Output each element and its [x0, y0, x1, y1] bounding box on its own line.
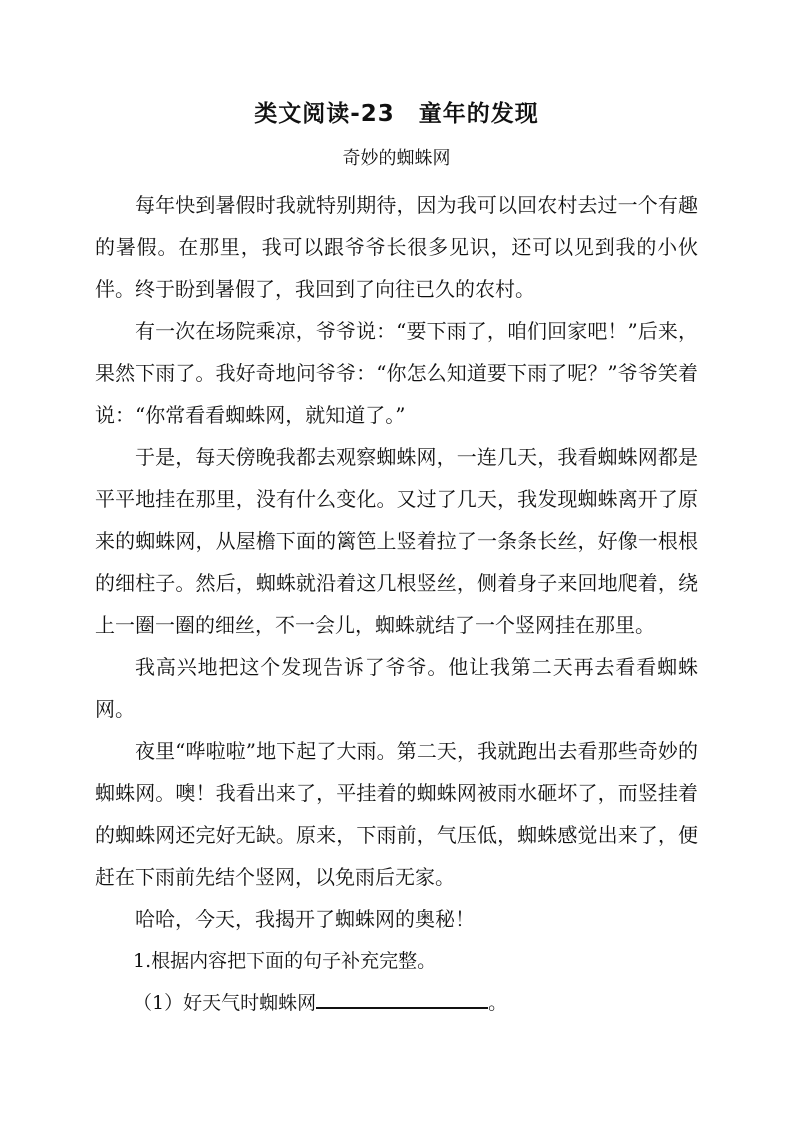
body-paragraph: 哈哈，今天，我揭开了蜘蛛网的奥秘！	[135, 907, 475, 931]
article-title: 奇妙的蜘蛛网	[342, 148, 451, 169]
question-section	[95, 940, 698, 1024]
page-content	[95, 0, 698, 1024]
body-paragraph: 每年快到暑假时我就特别期待，因为我可以回农村去过一个有趣的暑假。在那里，我可以跟爷爷长很多见识，还可以见到我的小伙伴。终于盼到暑假了，我回到了向往已久的农村。	[95, 193, 698, 301]
body-paragraph: 夜里“哗啦啦”地下起了大雨。第二天，我就跑出去看那些奇妙的蜘蛛网。噢！我看出来了，平挂着的蜘蛛网被雨水砸坏了，而竖挂着的蜘蛛网还完好无缺。原来，下雨前，气压低，蜘蛛感觉出来了，便赶在下雨前先结个竖网，以免雨后无家。	[95, 739, 698, 889]
document-title: 类文阅读-23 童年的发现	[254, 101, 539, 127]
fill-in-blank-line	[316, 988, 488, 1009]
article-body	[95, 184, 698, 940]
question-1-item-1	[95, 982, 698, 1024]
question-1: 1.根据内容把下面的句子补充完整。	[133, 950, 437, 972]
body-paragraph: 于是，每天傍晚我都去观察蜘蛛网，一连几天，我看蜘蛛网都是平平地挂在那里，没有什么变化。又过了几天，我发现蜘蛛离开了原来的蜘蛛网，从屋檐下面的篱笆上竖着拉了一条条长丝，好像一根根的细柱子。然后，蜘蛛就沿着这几根竖丝，侧着身子来回地爬着，绕上一圈一圈的细丝，不一会儿，蜘蛛就结了一个竖网挂在那里。	[95, 445, 698, 637]
body-paragraph: 我高兴地把这个发现告诉了爷爷。他让我第二天再去看看蜘蛛网。	[95, 655, 698, 721]
body-paragraph: 有一次在场院乘凉，爷爷说：“要下雨了，咱们回家吧！”后来，果然下雨了。我好奇地问爷爷：“你怎么知道要下雨了呢？”爷爷笑着说：“你常看看蜘蛛网，就知道了。”	[95, 319, 698, 427]
question-1-item-1-period: 。	[488, 992, 508, 1014]
question-1-item-1-text: （1）好天气时蜘蛛网	[133, 992, 317, 1014]
